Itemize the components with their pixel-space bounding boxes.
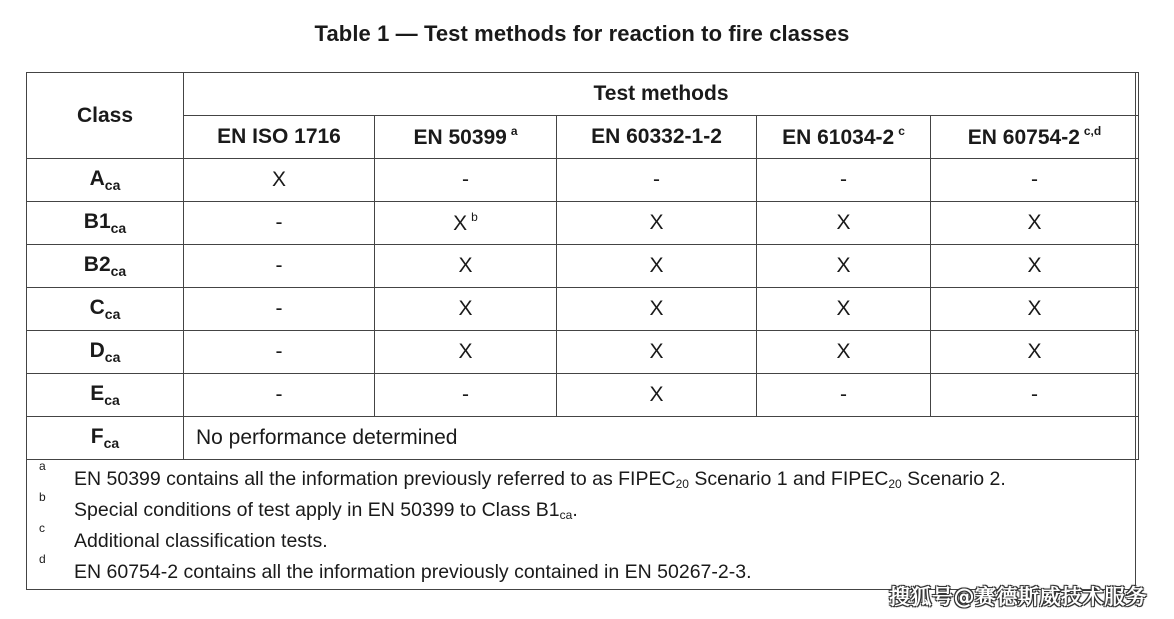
result-cell: X [557,202,757,245]
table-row [27,288,1139,331]
result-cell: - [184,374,375,417]
footnote [36,459,1126,493]
footnote-label: a [39,459,46,473]
result-cell: X [757,245,931,288]
class-header: Class [27,73,184,159]
class-cell: $B2_{ca}$ [27,245,184,288]
result-cell: X [557,245,757,288]
footnote-text: Special conditions of test apply in EN 50399 to Class $B1_{ca}$. [74,499,578,522]
table-title: Table 1 — Test methods for reaction to fire classes [314,21,850,46]
result-cell: X [931,202,1139,245]
result-cell: X [184,159,375,202]
fire-class-table [26,72,1139,460]
class-cell: $E_{ca}$ [27,374,184,417]
class-cell: $C_{ca}$ [27,288,184,331]
test-methods-header: Test methods [184,73,1139,116]
result-cell: - [375,159,557,202]
no-performance-cell: No performance determined [184,417,1139,460]
result-cell: X [931,245,1139,288]
class-cell: $A_{ca}$ [27,159,184,202]
footnote-text: Additional classification tests. [74,530,328,552]
table-row [27,417,1139,460]
footnote-text: EN 50399 contains all the information previously referred to as $FIPEC_{20}$ Scenario 1 and $FIPEC_{20}$ Scenario 2. [74,468,1006,491]
class-cell: $F_{ca}$ [27,417,184,460]
result-cell: - [931,374,1139,417]
methods-header-row [27,116,1139,159]
footnote-text: EN 60754-2 contains all the information previously contained in EN 50267-2-3. [74,561,752,583]
result-cell: X [375,331,557,374]
class-cell: $B1_{ca}$ [27,202,184,245]
method-header: EN 60332-1-2 [557,116,757,159]
footnote [36,490,1126,524]
footnote [36,521,1126,555]
result-cell: - [931,159,1139,202]
result-cell: X [557,288,757,331]
footnote-ref: b [471,210,478,224]
footnote-ref: c,d [1083,124,1102,138]
result-cell: X [375,245,557,288]
result-cell: - [375,374,557,417]
table-row [27,159,1139,202]
footnote-ref: a [510,124,518,138]
table-row [27,374,1139,417]
result-cell: - [184,202,375,245]
footnote-label: c [39,521,45,535]
table-row [27,245,1139,288]
result-cell: X [757,288,931,331]
result-cell: - [757,374,931,417]
class-cell: $D_{ca}$ [27,331,184,374]
watermark: 搜狐号@赛德斯威技术服务 [889,585,1147,609]
result-cell: - [184,331,375,374]
footnote-ref: c [898,124,905,138]
result-cell: X [931,288,1139,331]
table-row [27,202,1139,245]
method-header: EN 61034-2 $^c$ [757,116,931,159]
method-header: EN 50399 $^a$ [375,116,557,159]
result-cell: X [757,202,931,245]
footnote-label: b [39,490,46,504]
table-row [27,331,1139,374]
method-header: EN 60754-2 $^{c,d}$ [931,116,1139,159]
result-cell: X [757,331,931,374]
result-cell: X $^b$ [375,202,557,245]
footnotes [36,459,1126,586]
result-cell: - [757,159,931,202]
method-header: EN ISO 1716 [184,116,375,159]
result-cell: X [375,288,557,331]
result-cell: X [557,331,757,374]
result-cell: - [184,288,375,331]
footnote-label: d [39,552,46,566]
result-cell: X [931,331,1139,374]
result-cell: - [557,159,757,202]
result-cell: - [184,245,375,288]
result-cell: X [557,374,757,417]
